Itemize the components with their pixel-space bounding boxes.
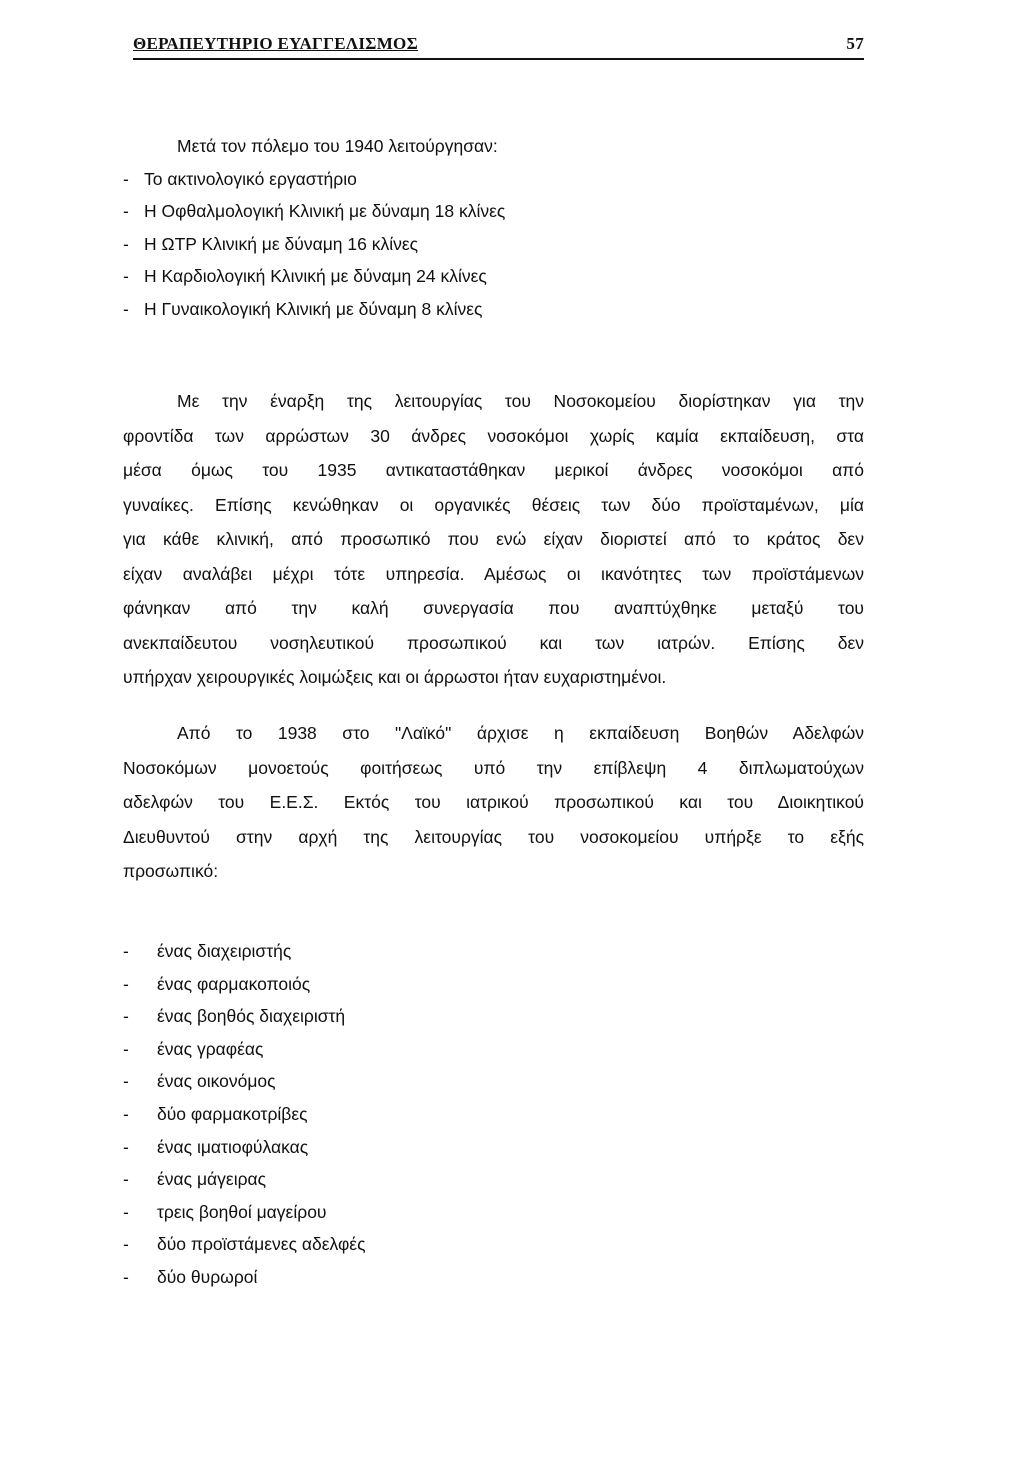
paragraph-line: μέσα όμως του 1935 αντικαταστάθηκαν μερικοί άνδρες νοσοκόμοι από	[123, 460, 864, 480]
list-item-text: ένας φαρμακοποιός	[157, 973, 311, 994]
list-item	[123, 935, 864, 968]
list-marker: -	[123, 201, 129, 222]
departments-section	[123, 130, 864, 326]
list-marker: -	[123, 1038, 129, 1059]
list-item	[123, 1000, 864, 1033]
list-item-text: δύο θυρωροί	[157, 1266, 258, 1287]
list-marker: -	[123, 941, 129, 961]
list-marker: -	[123, 1234, 129, 1255]
paragraph-line: Με την έναρξη της λειτουργίας του Νοσοκομείου διορίστηκαν για την	[177, 391, 864, 411]
list-marker: -	[123, 1201, 129, 1222]
list-item	[123, 1228, 864, 1261]
list-item	[123, 1033, 864, 1066]
list-marker: -	[123, 168, 129, 189]
list-item	[123, 293, 864, 326]
list-item-text: τρεις βοηθοί μαγείρου	[157, 1201, 327, 1222]
list-marker: -	[123, 233, 129, 254]
paragraph-line: Από το 1938 στο "Λαϊκό" άρχισε η εκπαίδευση Βοηθών Αδελφών	[177, 723, 864, 743]
running-title: ΘΕΡΑΠΕΥΤΗΡΙΟ ΕΥΑΓΓΕΛΙΣΜΟΣ	[133, 34, 418, 53]
list-item-text: Η Γυναικολογική Κλινική με δύναμη 8 κλίνες	[144, 298, 483, 319]
list-item	[123, 1098, 864, 1131]
list-item	[123, 1131, 864, 1164]
list-item-text: ένας οικονόμος	[157, 1071, 276, 1092]
paragraph-line: προσωπικό:	[123, 861, 219, 881]
paragraph-line: ανεκπαίδευτου νοσηλευτικού προσωπικού και των ιατρών. Επίσης δεν	[123, 632, 864, 653]
list-item	[123, 228, 864, 261]
list-item-text: δύο προϊστάμενες αδελφές	[157, 1234, 366, 1255]
list-item-text: Η ΩΤΡ Κλινική με δύναμη 16 κλίνες	[144, 233, 419, 254]
list-item-text: δύο φαρμακοτρίβες	[157, 1103, 308, 1124]
departments-list	[123, 163, 864, 326]
paragraph-line: Διευθυντού στην αρχή της λειτουργίας του νοσοκομείου υπήρξε το εξής	[123, 826, 864, 847]
list-item-text: ένας ιματιοφύλακας	[157, 1136, 309, 1157]
list-item	[123, 968, 864, 1001]
list-item-text: ένας γραφέας	[157, 1038, 264, 1059]
list-marker: -	[123, 266, 129, 287]
list-item-text: Το ακτινολογικό εργαστήριο	[144, 168, 357, 189]
page-number: 57	[846, 34, 864, 53]
list-marker: -	[123, 1136, 129, 1157]
list-item-text: Η Οφθαλμολογική Κλινική με δύναμη 18 κλίνες	[144, 201, 506, 222]
paragraph-line: Νοσοκόμων μονοετούς φοιτήσεως υπό την επίβλεψη 4 διπλωματούχων	[123, 757, 864, 778]
list-marker: -	[123, 298, 129, 319]
list-item	[123, 1065, 864, 1098]
paragraph-line: γυναίκες. Επίσης κενώθηκαν οι οργανικές θέσεις των δύο προϊσταμένων, μία	[123, 494, 864, 515]
departments-intro: Μετά τον πόλεμο του 1940 λειτούργησαν:	[177, 136, 498, 156]
list-marker: -	[123, 1103, 129, 1124]
paragraph-line: για κάθε κλινική, από προσωπικό που ενώ είχαν διοριστεί από το κράτος δεν	[123, 529, 864, 549]
list-item-text: ένας βοηθός διαχειριστή	[157, 1006, 346, 1027]
list-marker: -	[123, 1169, 129, 1190]
list-marker: -	[123, 1071, 129, 1092]
list-marker: -	[123, 1006, 129, 1027]
list-item	[123, 163, 864, 196]
list-item-text: ένας διαχειριστής	[157, 941, 292, 961]
paragraph-line: φάνηκαν από την καλή συνεργασία που αναπτύχθηκε μεταξύ του	[123, 598, 864, 618]
list-marker: -	[123, 973, 129, 994]
staffing-paragraph	[123, 384, 864, 695]
list-item-text: Η Καρδιολογική Κλινική με δύναμη 24 κλίνες	[144, 266, 487, 287]
page-header	[133, 32, 864, 60]
list-item	[123, 1261, 864, 1294]
staff-list	[123, 935, 864, 1294]
paragraph-line: υπήρχαν χειρουργικές λοιμώξεις και οι άρρωστοι ήταν ευχαριστημένοι.	[123, 667, 667, 687]
list-item-text: ένας μάγειρας	[157, 1169, 267, 1190]
paragraph-line: είχαν αναλάβει μέχρι τότε υπηρεσία. Αμέσως οι ικανότητες των προϊστάμενων	[123, 563, 864, 584]
list-item	[123, 195, 864, 228]
list-item	[123, 1163, 864, 1196]
paragraph-line: φροντίδα των αρρώστων 30 άνδρες νοσοκόμοι χωρίς καμία εκπαίδευση, στα	[123, 425, 864, 446]
training-paragraph	[123, 716, 864, 889]
list-item	[123, 260, 864, 293]
list-marker: -	[123, 1266, 129, 1287]
list-item	[123, 1196, 864, 1229]
paragraph-line: αδελφών του Ε.Ε.Σ. Εκτός του ιατρικού προσωπικού και του Διοικητικού	[123, 792, 864, 812]
